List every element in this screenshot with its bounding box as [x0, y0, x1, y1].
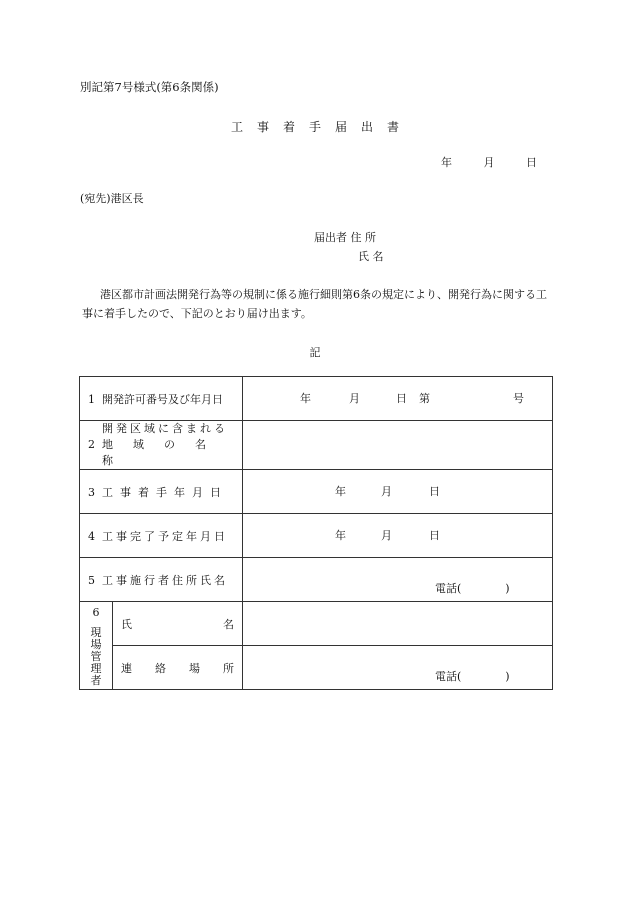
row4-value[interactable]: 年 月 日 — [243, 514, 553, 558]
row6-name-label — [113, 602, 243, 646]
row1-value[interactable]: 年 月 日 第 号 — [243, 377, 553, 421]
vertical-label: 現 場 管 理 者 — [90, 625, 102, 687]
row6-site-manager-label: 6 現 場 管 理 者 — [80, 602, 113, 690]
row2-value[interactable] — [243, 421, 553, 470]
row6-contact-label — [113, 646, 243, 690]
row4-label: 4 工事完了予定年月日 — [80, 514, 243, 558]
form-id: 別記第7号様式(第6条関係) — [80, 80, 219, 94]
row3-value[interactable]: 年 月 日 — [243, 470, 553, 514]
table-row — [80, 421, 553, 470]
ki-heading: 記 — [309, 346, 321, 359]
table-row — [80, 558, 553, 602]
tel-open-label: 電話( — [435, 582, 462, 595]
row1-label: 1 開発許可番号及び年月日 — [80, 377, 243, 421]
applicant-address-label: 届出者 住 所 — [314, 231, 376, 244]
page-title: 工事着手届出書 — [230, 120, 413, 134]
table-row — [80, 646, 553, 690]
table-row — [80, 514, 553, 558]
applicant-name-label: 氏 名 — [358, 250, 384, 263]
contact-label: 連 絡 場 所 — [121, 661, 234, 675]
body-text: 港区都市計画法開発行為等の規制に係る施行細則第6条の規定により、開発行為に関する工事に着手したので、下記のとおり届け出ます。 — [82, 288, 547, 320]
date-line: 年 月 日 — [441, 156, 537, 169]
row2-label: 2 開発区域に含まれる 地域の名称 — [80, 421, 243, 470]
name-label: 氏 名 — [121, 617, 234, 631]
table-row — [80, 470, 553, 514]
row5-label: 5 工事施行者住所氏名 — [80, 558, 243, 602]
addressee: (宛先)港区長 — [80, 192, 144, 205]
table-row — [80, 377, 553, 421]
row5-value[interactable]: 電話( ) — [243, 558, 553, 602]
row6-contact-value[interactable]: 電話( ) — [243, 646, 553, 690]
row3-label: 3 工事着手年月日 — [80, 470, 243, 514]
row6-name-value[interactable] — [243, 602, 553, 646]
form-table — [79, 376, 553, 690]
table-row — [80, 602, 553, 646]
